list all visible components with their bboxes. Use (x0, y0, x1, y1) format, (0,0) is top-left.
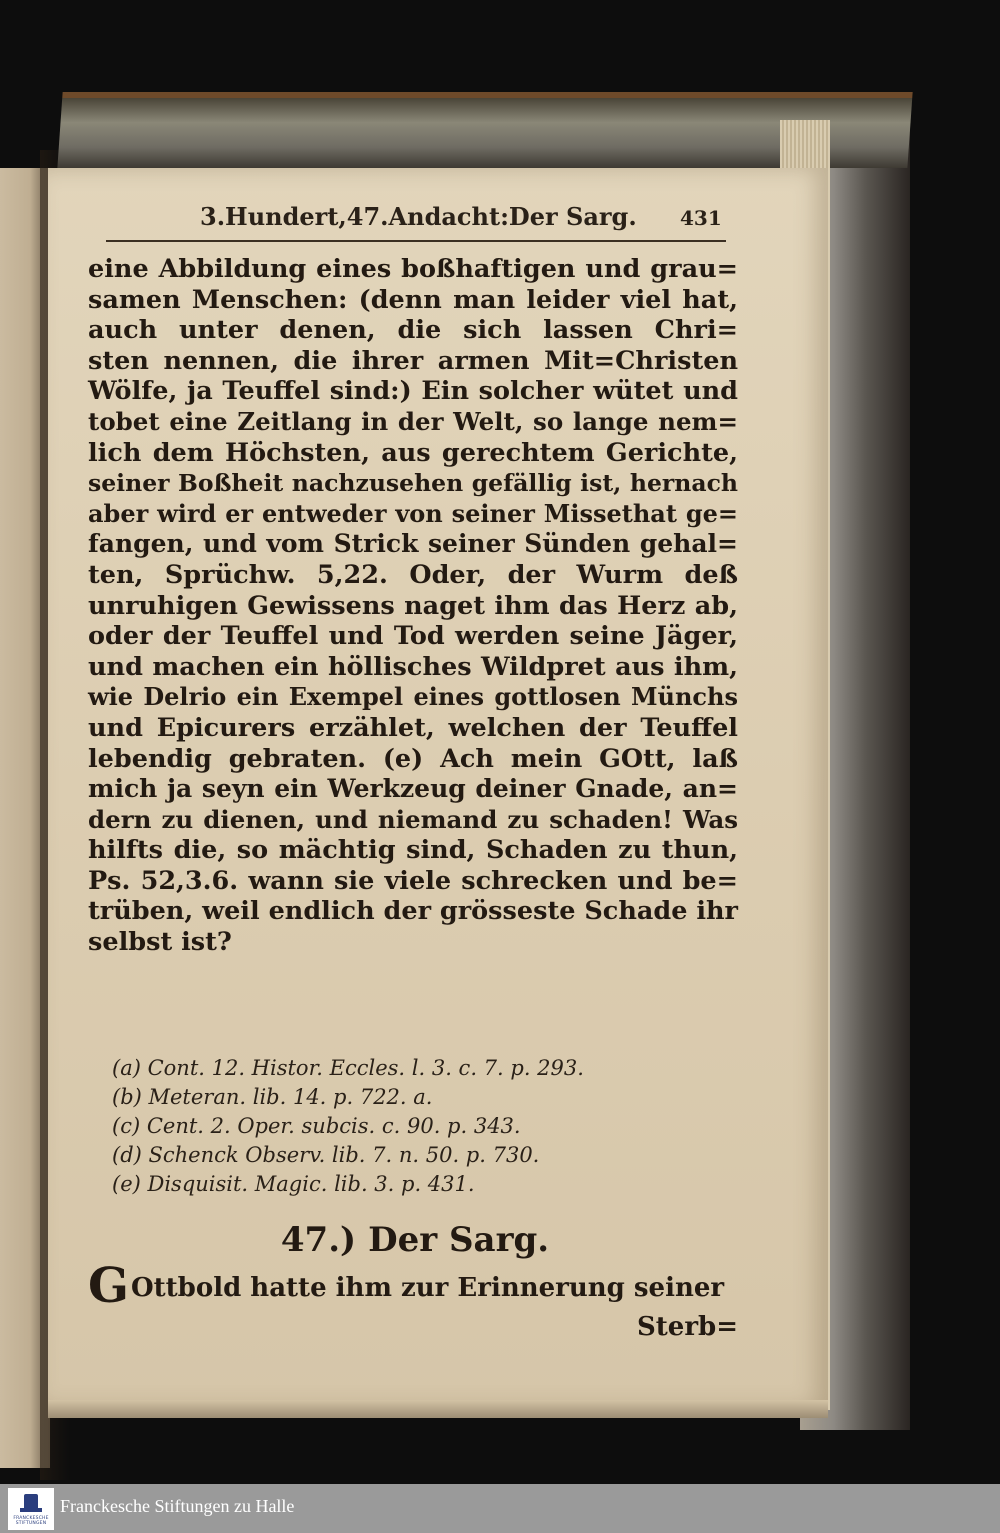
text-line: ten, Sprüchw. 5,22. Oder, der Wurm deß (88, 559, 738, 590)
text-line: selbst ist? (88, 927, 232, 958)
text-line: auch unter denen, die sich lassen Chri= (88, 315, 738, 346)
header-rule (106, 240, 726, 242)
logo-text: FRANCKESCHE STIFTUNGEN (13, 1516, 49, 1526)
text-line: unruhigen Gewissens naget ihm das Herz ab, (88, 590, 738, 621)
initial-letter: G (88, 1258, 129, 1314)
text-line: aber wird er entweder von seiner Missethat ge= (88, 498, 738, 528)
text-line: und Epicurers erzählet, welchen der Teuffel (88, 712, 738, 743)
text-line: eine Abbildung eines boßhaftigen und grau= (88, 254, 738, 284)
text-line: wie Delrio ein Exempel eines gottlosen Münchs (88, 682, 738, 712)
text-line: samen Menschen: (denn man leider viel hat, (88, 284, 738, 315)
text-line: dern zu dienen, und niemand zu schaden! Was (88, 804, 738, 834)
section-heading (0, 1220, 830, 1260)
running-head-title: 3.Hundert,47.Andacht:Der Sarg. (200, 202, 637, 231)
catchword: Sterb= (637, 1312, 738, 1342)
page-bottom-edge (48, 1400, 828, 1418)
footer-bar (0, 1484, 1000, 1533)
text-line: sten nennen, die ihrer armen Mit=Christen (88, 345, 738, 376)
text-line: lich dem Höchsten, aus gerechtem Gerichte, (88, 437, 738, 468)
text-line: tobet eine Zeitlang in der Welt, so lange nem= (88, 406, 738, 436)
section-number: 47.) (280, 1220, 357, 1260)
text-line: Wölfe, ja Teuffel sind:) Ein solcher wütet und (88, 376, 738, 407)
text-line: mich ja seyn ein Werkzeug deiner Gnade, an= (88, 774, 738, 804)
opening-line: Ottbold hatte ihm zur Erinnerung seiner (131, 1273, 725, 1303)
text-line: oder der Teuffel und Tod werden seine Jäger, (88, 621, 738, 652)
text-line: und machen ein höllisches Wildpret aus ihm, (88, 651, 738, 682)
footnotes (112, 1054, 672, 1199)
running-head (200, 202, 760, 238)
footnote: (c) Cent. 2. Oper. subcis. c. 90. p. 343. (112, 1114, 521, 1138)
section-opening (88, 1258, 738, 1314)
footnote: (b) Meteran. lib. 14. p. 722. a. (112, 1085, 433, 1109)
section-title: Der Sarg. (368, 1220, 550, 1260)
body-text (88, 254, 738, 958)
text-line: seiner Boßheit nachzusehen gefällig ist, hernach (88, 469, 738, 498)
text-line: hilfts die, so mächtig sind, Schaden zu thun, (88, 835, 738, 866)
page-number: 431 (680, 206, 722, 230)
footnote: (a) Cont. 12. Histor. Eccles. l. 3. c. 7. p. 293. (112, 1056, 584, 1080)
text-line: trüben, weil endlich der grösseste Schade ihr (88, 896, 738, 927)
footnote: (d) Schenck Observ. lib. 7. n. 50. p. 730. (112, 1143, 540, 1167)
footnote: (e) Disquisit. Magic. lib. 3. p. 431. (112, 1172, 475, 1196)
text-line: fangen, und vom Strick seiner Sünden gehal= (88, 529, 738, 559)
text-line: Ps. 52,3.6. wann sie viele schrecken und be= (88, 865, 738, 896)
institution-logo (8, 1488, 54, 1530)
institution-name: Franckesche Stiftungen zu Halle (60, 1496, 295, 1516)
text-line: lebendig gebraten. (e) Ach mein GOtt, laß (88, 743, 738, 774)
